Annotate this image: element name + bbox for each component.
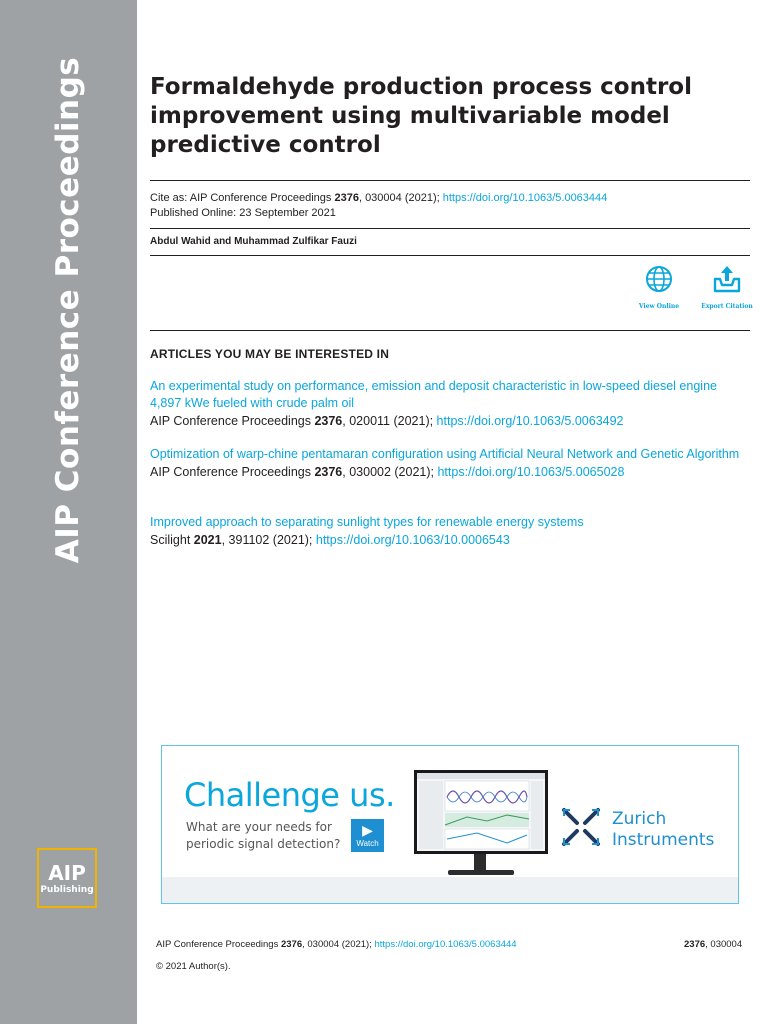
cite-rest: , 030004 (2021); bbox=[358, 192, 443, 204]
published-date: Published Online: 23 September 2021 bbox=[150, 207, 336, 219]
export-citation-label: Export Citation bbox=[701, 303, 753, 310]
related-article-title-link[interactable]: Improved approach to separating sunlight types for renewable energy systems bbox=[150, 515, 584, 529]
software-screenshot bbox=[417, 773, 545, 851]
article-rest: , 391102 (2021); bbox=[221, 533, 316, 547]
related-article bbox=[150, 446, 750, 481]
cite-doi-link[interactable]: https://doi.org/10.1063/5.0063444 bbox=[442, 192, 608, 204]
brand-line: Instruments bbox=[612, 830, 715, 850]
related-articles-heading: ARTICLES YOU MAY BE INTERESTED IN bbox=[150, 347, 390, 361]
cite-prefix: Cite as: AIP Conference Proceedings bbox=[150, 192, 335, 204]
advertisement-banner[interactable] bbox=[161, 745, 739, 904]
related-article-citation bbox=[150, 413, 750, 430]
logo-line-aip: AIP bbox=[48, 861, 86, 885]
article-volume: 2376 bbox=[314, 414, 343, 428]
watch-button[interactable] bbox=[351, 819, 384, 852]
ad-headline: Challenge us. bbox=[184, 776, 395, 814]
divider-authors-top bbox=[150, 228, 750, 229]
monitor-image bbox=[414, 770, 548, 854]
footer-volume: 2376 bbox=[280, 939, 303, 950]
article-volume: 2021 bbox=[193, 533, 222, 547]
related-article-title-link[interactable]: Optimization of warp-chine pentamaran configuration using Artificial Neural Network and Genetic Algorithm bbox=[150, 447, 740, 461]
zurich-instruments-name bbox=[612, 809, 714, 851]
ad-subtext bbox=[186, 819, 340, 853]
brand-line: Zurich bbox=[612, 809, 667, 829]
export-citation-button[interactable] bbox=[697, 264, 757, 310]
article-doi-link[interactable]: https://doi.org/10.1063/10.0006543 bbox=[315, 533, 510, 547]
view-online-button[interactable] bbox=[629, 264, 689, 310]
related-article-title-link[interactable]: An experimental study on performance, emission and deposit characteristic in low-speed diesel engine 4,897 kWe fueled with crude palm oil bbox=[150, 379, 717, 410]
globe-icon bbox=[644, 264, 674, 294]
logo-line-publishing: Publishing bbox=[40, 885, 94, 895]
footer-journal: AIP Conference Proceedings bbox=[156, 939, 281, 950]
article-doi-link[interactable]: https://doi.org/10.1063/5.0063492 bbox=[436, 414, 624, 428]
divider-authors-bottom bbox=[150, 255, 750, 256]
ad-subtext-line: periodic signal detection? bbox=[186, 837, 341, 851]
paper-title: Formaldehyde production process control improvement using multivariable model predictive control bbox=[150, 74, 692, 158]
watch-label: Watch bbox=[356, 839, 379, 848]
footer-page-ref bbox=[684, 938, 742, 951]
divider-related bbox=[150, 330, 750, 331]
article-rest: , 020011 (2021); bbox=[342, 414, 437, 428]
footer-right-volume: 2376 bbox=[684, 939, 706, 950]
article-journal: AIP Conference Proceedings bbox=[150, 465, 315, 479]
play-icon: ▶ bbox=[362, 822, 373, 838]
footer-citation bbox=[156, 938, 517, 951]
ad-bottom-band bbox=[162, 877, 738, 903]
article-volume: 2376 bbox=[314, 465, 343, 479]
sidebar-journal-title: AIP Conference Proceedings bbox=[50, 56, 86, 564]
footer-rest: , 030004 (2021); bbox=[302, 939, 375, 950]
article-journal: AIP Conference Proceedings bbox=[150, 414, 315, 428]
article-rest: , 030002 (2021); bbox=[342, 465, 438, 479]
related-article-citation bbox=[150, 532, 750, 549]
related-article bbox=[150, 378, 750, 430]
journal-sidebar bbox=[0, 0, 137, 1024]
author-list: Abdul Wahid and Muhammad Zulfikar Fauzi bbox=[150, 236, 357, 247]
zurich-instruments-logo-icon bbox=[560, 806, 602, 848]
export-icon bbox=[712, 264, 742, 294]
ad-subtext-line: What are your needs for bbox=[186, 820, 332, 834]
aip-publishing-logo[interactable] bbox=[37, 848, 97, 908]
footer-doi-link[interactable]: https://doi.org/10.1063/5.0063444 bbox=[374, 939, 517, 950]
cite-volume: 2376 bbox=[334, 192, 359, 204]
related-article-citation bbox=[150, 464, 750, 481]
article-doi-link[interactable]: https://doi.org/10.1063/5.0065028 bbox=[437, 465, 625, 479]
article-journal: Scilight bbox=[150, 533, 194, 547]
monitor-stand-base bbox=[448, 870, 514, 875]
copyright-notice: © 2021 Author(s). bbox=[156, 961, 231, 972]
footer-right-rest: , 030004 bbox=[705, 939, 743, 950]
divider-top bbox=[150, 180, 750, 181]
cite-as-line bbox=[150, 191, 607, 205]
view-online-label: View Online bbox=[638, 303, 680, 310]
related-article bbox=[150, 514, 750, 549]
